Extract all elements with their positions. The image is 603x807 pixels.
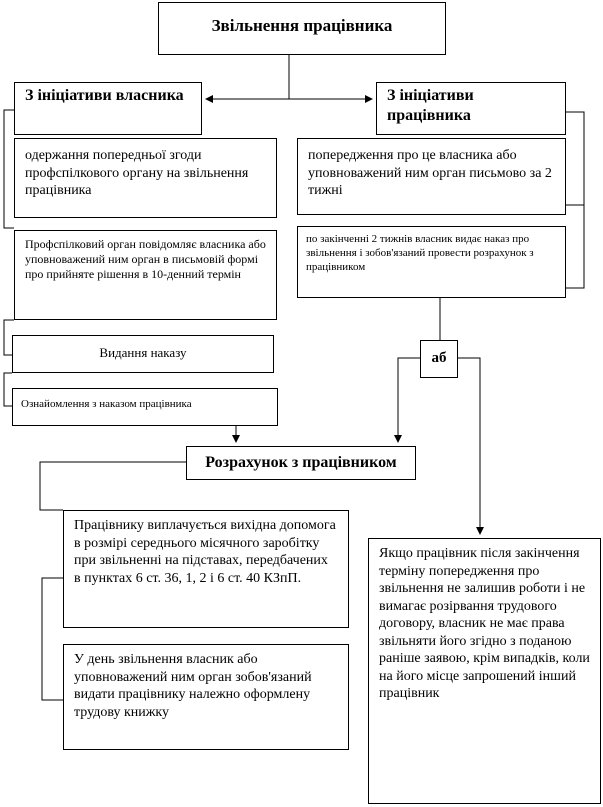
left-bracket-1: [4, 110, 14, 228]
employer-initiative-heading: З ініціативи власника: [14, 82, 202, 135]
union-decision-box: Профспілковий орган повідомляє власника або уповноважений ним орган в письмовій формі про прийняте рішення в 10-денний термін: [14, 230, 277, 320]
union-consent-box: одержання попередньої згоди профспілкового органу на звільнення працівника: [14, 138, 277, 218]
arrow-or-to-settle: [398, 358, 420, 442]
written-warning-box: попередження про це власника або уповноважений ним орган письмово за 2 тижні: [297, 138, 566, 215]
settlement-heading: Розрахунок з працівником: [186, 446, 416, 480]
left-bracket-3: [4, 373, 12, 406]
after-two-weeks-box: по закінченні 2 тижнів власник видає наказ про звільнення і зобов'язаний провести розрахунок з працівником: [297, 226, 566, 298]
continuation-note-box: Якщо працівник після закінчення терміну попередження про звільнення не залишив роботи і не вимагає розірвання трудового договору, власник не має права звільняти його згідно з поданою раніше заявою, крім випадків, коли на його місце запрошений інший працівник: [368, 538, 601, 804]
arrow-or-to-continuation: [458, 358, 480, 534]
right-bracket-2: [566, 205, 584, 288]
pay-book-bracket: [42, 578, 63, 700]
settle-bracket: [40, 462, 186, 510]
or-label: аб: [420, 340, 458, 378]
severance-pay-box: Працівнику виплачується вихідна допомога в розмірі середнього місячного заробітку при звільненні на підставах, передбачених в пунктах 6 ст. 36, 1, 2 і 6 ст. 40 КЗпП.: [63, 510, 349, 628]
familiarization-box: Ознайомлення з наказом працівника: [12, 388, 278, 426]
issue-order-box: Видання наказу: [12, 335, 274, 373]
work-book-box: У день звільнення власник або уповноважений ним орган зобов'язаний видати працівнику належно оформлену трудову книжку: [63, 644, 349, 750]
page-title: Звільнення працівника: [158, 2, 446, 55]
employee-initiative-heading: З ініціативи працівника: [376, 82, 566, 135]
right-bracket-1: [566, 112, 584, 205]
